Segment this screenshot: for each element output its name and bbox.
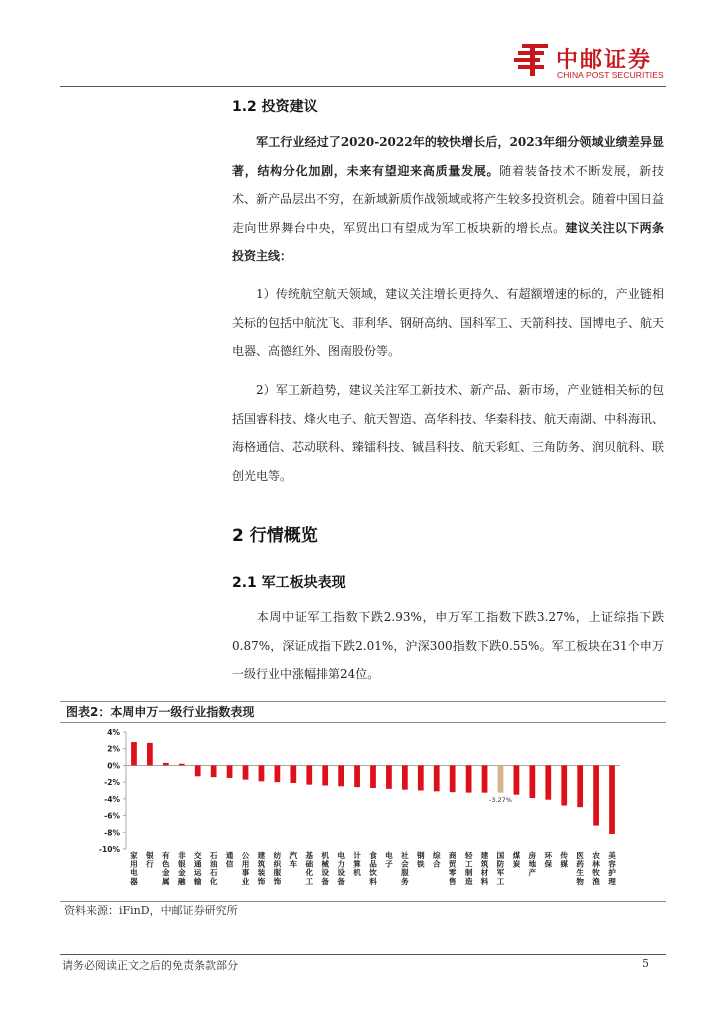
x-tick-label-char: 务 — [401, 876, 409, 886]
paragraph-market-performance — [232, 603, 664, 689]
x-tick-label-char: 筑 — [480, 859, 489, 869]
x-tick-label-char: 算 — [353, 859, 361, 869]
bar-建筑装饰 — [259, 765, 265, 781]
x-tick-label-char: 服 — [273, 868, 282, 878]
x-tick-label-char: 化 — [305, 868, 314, 878]
x-tick-label-char: 社 — [401, 851, 409, 860]
bar-非银金融 — [179, 764, 185, 766]
bar-建筑材料 — [482, 765, 488, 792]
bar-传媒 — [561, 765, 567, 805]
x-tick-label-char: 有 — [162, 851, 170, 860]
bar-交通运输 — [195, 765, 201, 776]
mainline-1-text: 1）传统航空航天领域，建议关注增长更持久、有超额增速的标的，产业链相关标的包括中航沈飞、菲利华、钢研高纳、国科军工、天箭科技、国博电子、航天电器、高德红外、图南股份等。 — [232, 287, 665, 358]
body-text: 随着装备技术不断发展，新技术、新产品层出不穷，在新域新质作战领域或将产生较多投资机会。随着中国日益走向世界舞台中央，军贸出口有望成为军工板块新的增长点。 — [232, 163, 665, 235]
x-tick-label-char: 电 — [385, 851, 393, 860]
bar-汽车 — [290, 765, 296, 783]
x-tick-label-char: 食 — [369, 851, 377, 860]
x-tick-label-char: 公 — [241, 851, 250, 860]
bar-食品饮料 — [370, 765, 376, 788]
x-tick-label-char: 装 — [257, 868, 266, 878]
header-rule — [60, 86, 666, 87]
x-tick-label-char: 保 — [544, 859, 553, 869]
x-tick-label-char: 金 — [162, 868, 170, 878]
x-tick-label-char: 媒 — [560, 859, 569, 869]
x-tick-label-char: 汽 — [289, 851, 298, 860]
y-tick-label: -2% — [104, 778, 120, 788]
x-tick-label-char: 品 — [369, 859, 377, 869]
bar-煤炭 — [514, 765, 520, 794]
x-tick-label-char: 工 — [464, 859, 473, 869]
bar-公用事业 — [243, 765, 249, 779]
x-tick-label-char: 合 — [432, 859, 441, 869]
bar-农林牧渔 — [593, 765, 599, 825]
bar-综合 — [434, 765, 440, 791]
x-tick-label-char: 容 — [608, 859, 616, 869]
x-tick-label-char: 售 — [448, 876, 457, 886]
x-tick-label-char: 会 — [401, 859, 409, 869]
market-performance-text: 本周中证军工指数下跌2.93%，申万军工指数下跌3.27%，上证综指下跌0.87%，深证成指下跌2.01%，沪深300指数下跌0.55%。军工板块在31个申万一级行业中涨幅排第24位。 — [232, 610, 664, 681]
x-tick-label-char: 铁 — [417, 859, 425, 869]
x-tick-label-char: 械 — [321, 859, 329, 869]
x-tick-label-char: 理 — [608, 876, 616, 886]
x-tick-label-char: 银 — [177, 859, 186, 869]
x-tick-label-char: 生 — [576, 868, 584, 878]
x-tick-label-char: 非 — [177, 851, 186, 860]
section-heading-2: 2 行情概览 — [232, 526, 318, 546]
x-tick-label-char: 炭 — [512, 859, 521, 869]
y-tick-label: 2% — [107, 744, 120, 754]
footer-rule — [60, 954, 666, 955]
x-tick-label-char: 机 — [353, 868, 361, 878]
bar-电力设备 — [338, 765, 344, 786]
x-tick-label-char: 机 — [321, 851, 329, 860]
x-tick-label-char: 通 — [225, 851, 234, 860]
footer-disclaimer: 请务必阅读正文之后的免责条款部分 — [62, 959, 238, 972]
x-tick-label-char: 物 — [576, 876, 584, 886]
industry-index-bar-chart — [60, 722, 666, 900]
bar-医药生物 — [577, 765, 583, 807]
x-tick-label-char: 金 — [177, 868, 186, 878]
bar-国防军工 — [498, 765, 504, 792]
x-tick-label-char: 材 — [480, 868, 489, 878]
x-tick-label-char: 贸 — [448, 859, 457, 869]
x-tick-label-char: 银 — [146, 851, 154, 860]
x-tick-label-char: 药 — [576, 859, 584, 869]
x-tick-label-char: 护 — [608, 868, 616, 878]
x-tick-label-char: 力 — [337, 859, 345, 869]
x-tick-label-char: 饰 — [257, 876, 266, 886]
x-tick-label-char: 地 — [528, 859, 537, 869]
chart-source: 资料来源：iFinD，中邮证券研究所 — [64, 904, 238, 917]
bar-基础化工 — [306, 765, 312, 784]
china-post-logo-icon — [513, 42, 551, 78]
mainline-2-text: 2）军工新趋势，建议关注军工新技术、新产品、新市场，产业链相关标的包括国睿科技、烽火电子、航天智造、高华科技、华秦科技、航天南湖、中科海讯、海格通信、芯动联科、臻镭科技、铖昌科技、航天彩虹、三角防务、润贝航科、联创光电等。 — [232, 383, 665, 483]
y-tick-label: -8% — [104, 828, 120, 838]
x-tick-label-char: 用 — [241, 859, 250, 869]
chart-title: 图表2：本周申万一级行业指数表现 — [66, 705, 255, 719]
y-tick-label: 4% — [107, 728, 120, 737]
x-tick-label-char: 医 — [576, 851, 584, 860]
bold-end-text: 建议关注以下两条投资主线： — [232, 220, 664, 263]
x-tick-label-char: 运 — [193, 868, 202, 878]
x-tick-label-char: 车 — [289, 859, 298, 869]
x-tick-label-char: 电 — [130, 868, 138, 878]
section-heading-1-2: 1.2 投资建议 — [232, 99, 318, 115]
section-heading-2-1: 2.1 军工板块表现 — [232, 575, 346, 591]
x-tick-label-char: 工 — [305, 876, 314, 886]
x-tick-label-char: 油 — [209, 859, 218, 869]
highlight-data-label: -3.27% — [488, 795, 512, 804]
paragraph-mainline-2 — [232, 376, 664, 490]
bar-房地产 — [529, 765, 535, 798]
x-tick-label-char: 牧 — [592, 868, 600, 878]
x-tick-label-char: 交 — [193, 851, 202, 860]
x-tick-label-char: 传 — [560, 851, 569, 860]
y-tick-label: -4% — [104, 794, 120, 804]
x-tick-label-char: 设 — [337, 868, 345, 878]
x-tick-label-char: 纺 — [273, 851, 282, 860]
x-tick-label-char: 产 — [528, 868, 537, 878]
x-tick-label-char: 料 — [369, 876, 377, 886]
x-tick-label-char: 林 — [592, 859, 600, 869]
x-tick-label-char: 子 — [385, 859, 393, 869]
bar-银行 — [147, 743, 153, 766]
x-tick-label-char: 钢 — [417, 851, 425, 860]
x-tick-label-char: 属 — [162, 876, 170, 886]
x-tick-label-char: 行 — [146, 859, 154, 869]
bar-钢铁 — [418, 765, 424, 790]
y-tick-label: -10% — [98, 845, 120, 854]
x-tick-label-char: 基 — [305, 851, 314, 860]
x-tick-label-char: 电 — [337, 851, 345, 860]
x-tick-label-char: 国 — [496, 851, 505, 860]
x-tick-label-char: 事 — [241, 868, 250, 878]
bar-美容护理 — [609, 765, 615, 834]
x-tick-label-char: 建 — [257, 851, 266, 860]
bar-通信 — [227, 765, 233, 778]
bar-计算机 — [354, 765, 360, 787]
y-tick-label: -6% — [104, 811, 120, 821]
x-tick-label-char: 器 — [130, 876, 138, 886]
x-tick-label-char: 化 — [209, 876, 218, 886]
x-tick-label-char: 础 — [305, 859, 314, 869]
bold-lead-text: 军工行业经过了2020-2022年的较快增长后，2023年细分领域业绩差异显著，结构分化加剧，未来有望迎来高质量发展。 — [232, 135, 664, 178]
x-tick-label-char: 石 — [209, 868, 218, 878]
x-tick-label-char: 设 — [321, 868, 329, 878]
x-tick-label-char: 料 — [480, 876, 489, 886]
x-tick-label-char: 输 — [193, 876, 202, 886]
brand-name-cn: 中邮证券 — [556, 48, 653, 73]
y-tick-label: 0% — [107, 761, 120, 771]
paragraph-mainline-1 — [232, 280, 664, 366]
x-tick-label-char: 通 — [193, 859, 202, 869]
x-tick-label-char: 筑 — [257, 859, 266, 869]
paragraph-investment-advice — [232, 128, 664, 271]
x-tick-label-char: 零 — [448, 868, 457, 878]
bar-机械设备 — [322, 765, 328, 785]
x-tick-label-char: 轻 — [464, 851, 473, 860]
x-tick-label-char: 农 — [592, 851, 600, 860]
bar-家用电器 — [131, 742, 137, 765]
x-tick-label-char: 石 — [209, 851, 218, 860]
bar-纺织服饰 — [275, 765, 281, 782]
x-tick-label-char: 色 — [162, 859, 170, 869]
bar-石油石化 — [211, 765, 217, 777]
bar-电子 — [386, 765, 392, 788]
bar-社会服务 — [402, 765, 408, 789]
bar-商贸零售 — [450, 765, 456, 792]
x-tick-label-char: 工 — [496, 876, 505, 886]
x-tick-label-char: 饰 — [273, 876, 282, 886]
x-tick-label-char: 制 — [464, 868, 473, 878]
x-tick-label-char: 造 — [464, 876, 473, 886]
x-tick-label-char: 备 — [337, 876, 345, 886]
x-tick-label-char: 防 — [496, 859, 505, 869]
bar-轻工制造 — [466, 765, 472, 792]
x-tick-label-char: 备 — [321, 876, 329, 886]
x-tick-label-char: 服 — [401, 868, 409, 878]
x-tick-label-char: 军 — [496, 868, 505, 878]
bar-环保 — [545, 765, 551, 799]
x-tick-label-char: 计 — [353, 851, 361, 860]
x-tick-label-char: 饮 — [369, 868, 377, 878]
x-tick-label-char: 综 — [432, 851, 441, 860]
bar-有色金属 — [163, 763, 169, 766]
x-tick-label-char: 家 — [130, 851, 138, 860]
x-tick-label-char: 商 — [448, 851, 457, 860]
x-tick-label-char: 融 — [177, 876, 186, 886]
x-tick-label-char: 织 — [273, 859, 282, 869]
x-tick-label-char: 煤 — [512, 851, 521, 860]
x-tick-label-char: 建 — [480, 851, 489, 860]
page-number: 5 — [642, 957, 649, 970]
x-tick-label-char: 美 — [608, 851, 616, 860]
x-tick-label-char: 信 — [225, 859, 234, 869]
x-tick-label-char: 环 — [544, 851, 553, 860]
x-tick-label-char: 业 — [241, 876, 250, 886]
x-tick-label-char: 房 — [528, 851, 537, 860]
brand-name-en: CHINA POST SECURITIES — [557, 70, 664, 80]
x-tick-label-char: 用 — [130, 859, 138, 869]
x-tick-label-char: 渔 — [592, 876, 600, 886]
